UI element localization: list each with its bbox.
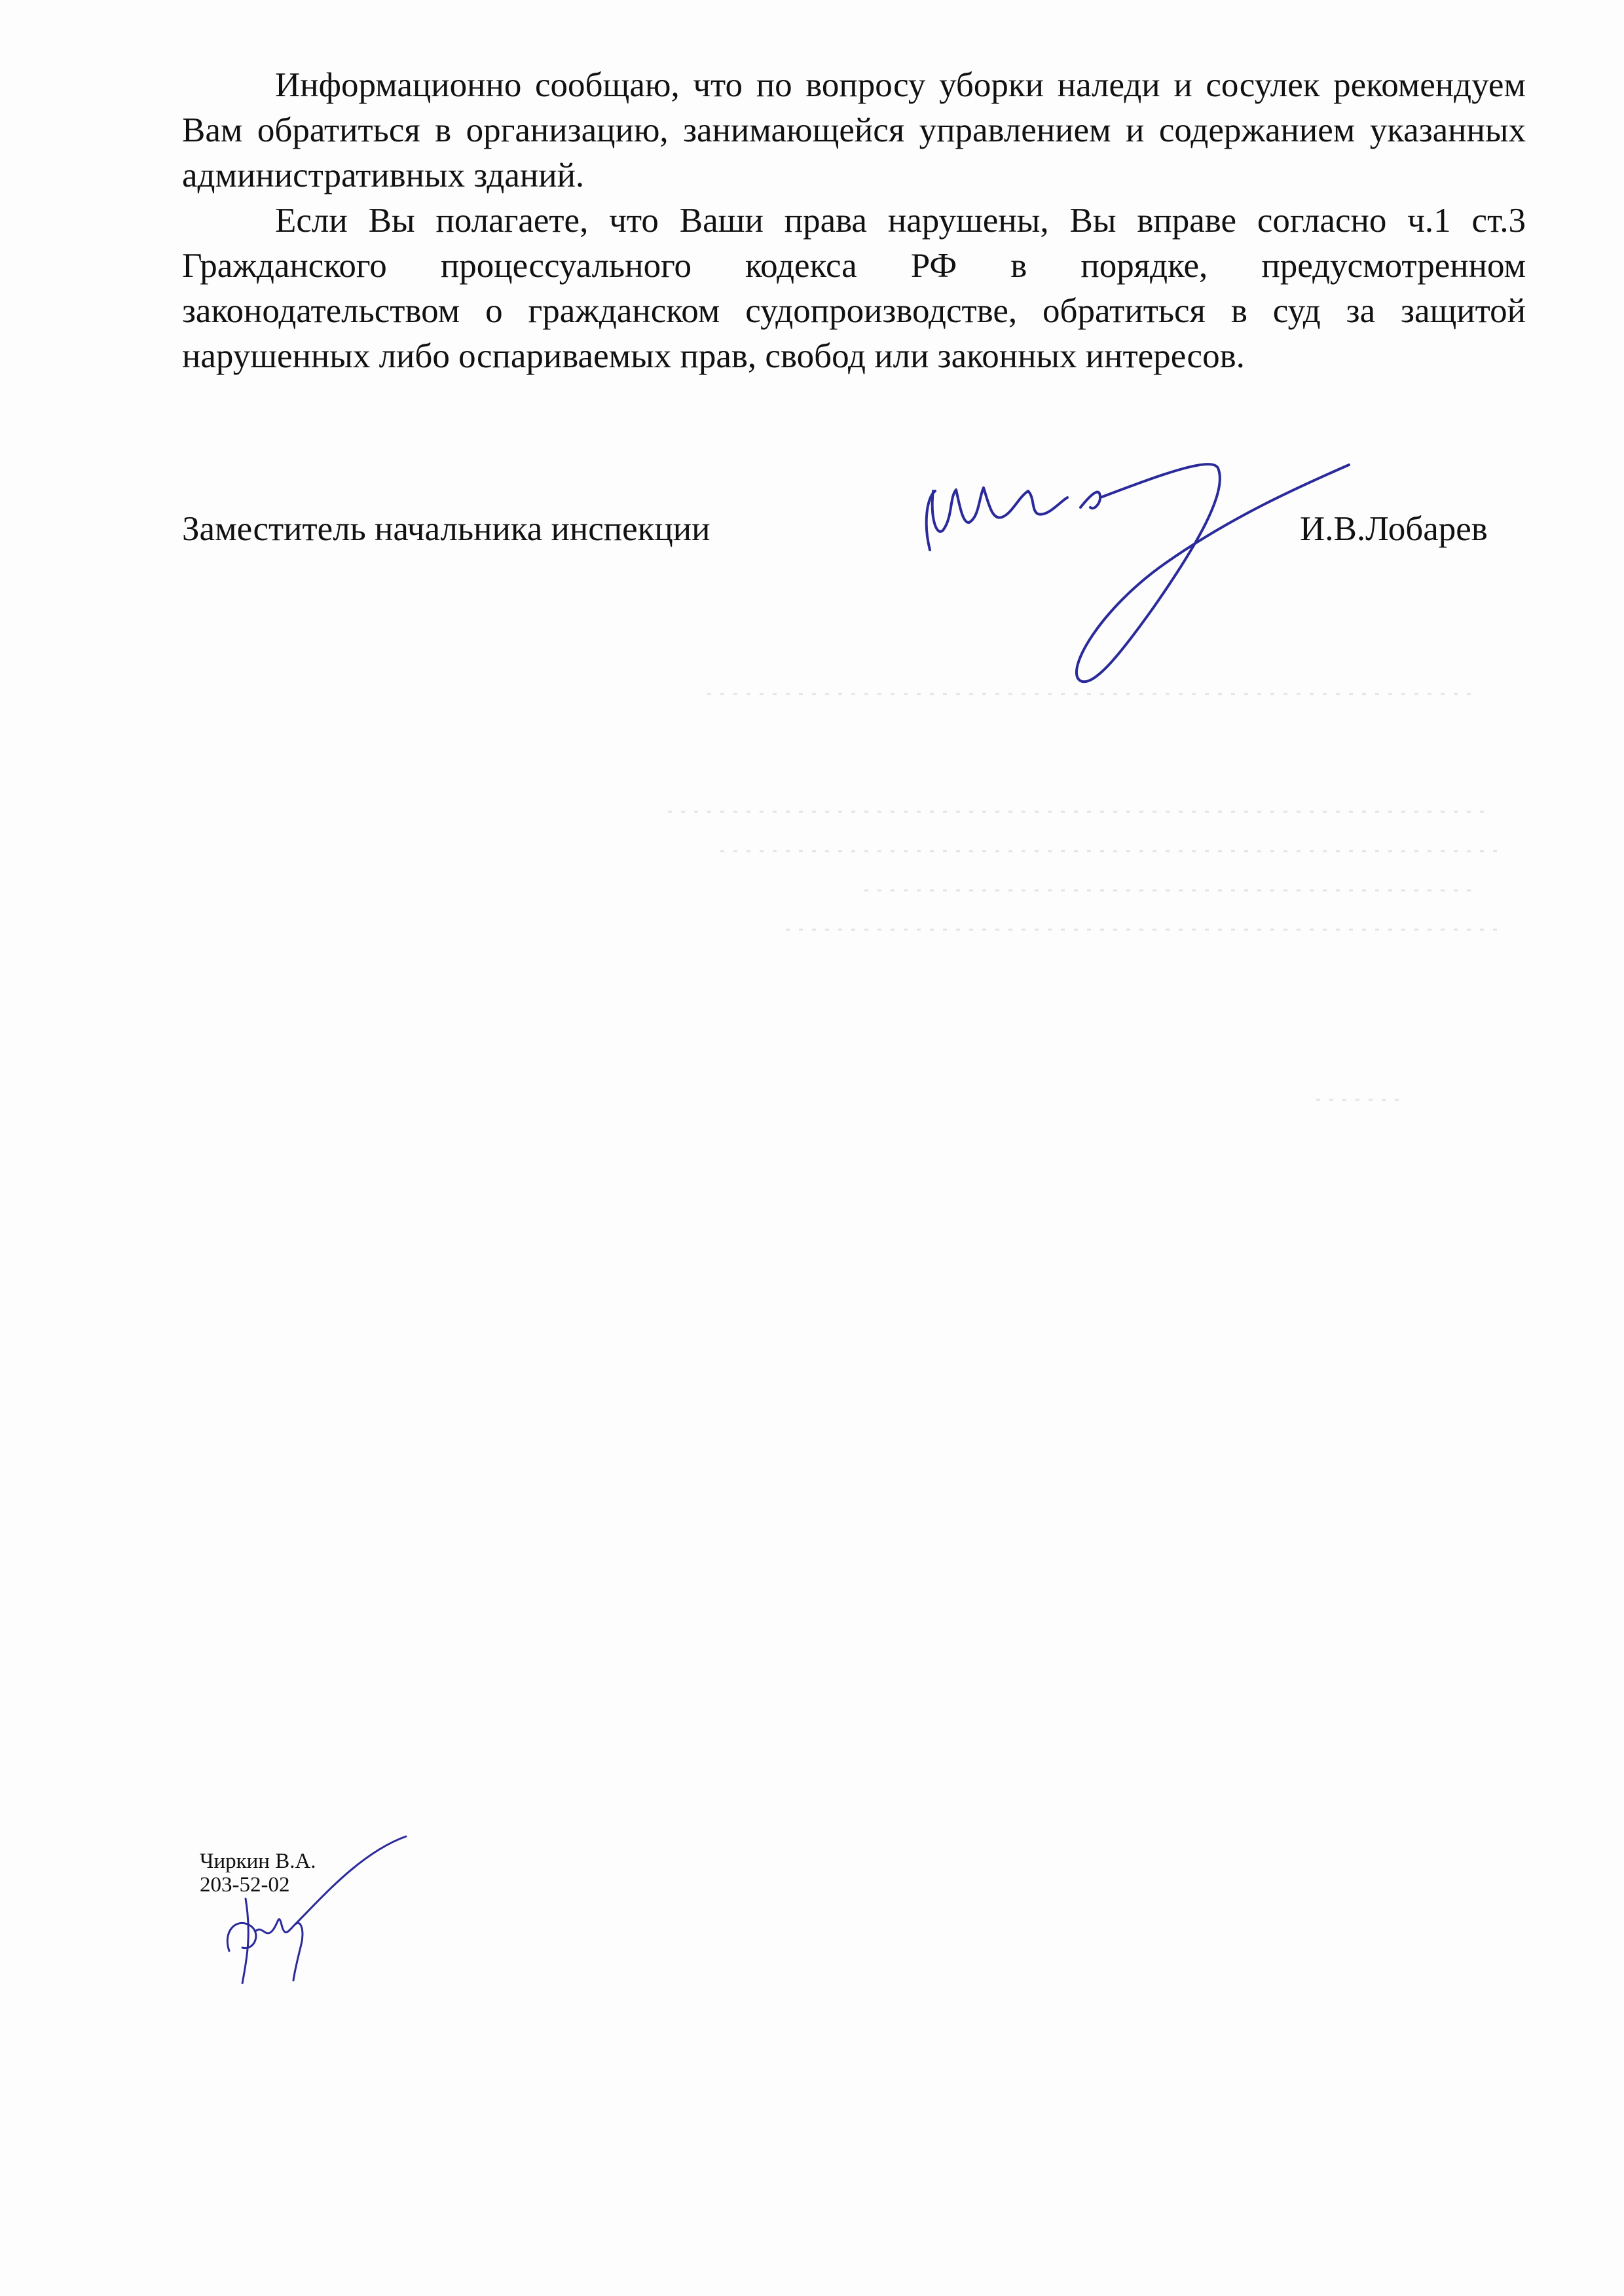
handwritten-initials-icon bbox=[216, 1833, 413, 1984]
signatory-title: Заместитель начальника инспекции bbox=[182, 510, 710, 548]
paragraph-1: Информационно сообщаю, что по вопросу уборки наледи и сосулек рекомендуем Вам обратиться в организацию, занимающейся управлением и содержанием указанных административных зданий. bbox=[182, 66, 1526, 194]
executor-name: Чиркин В.А. bbox=[200, 1850, 316, 1873]
paragraph-2: Если Вы полагаете, что Ваши права нарушены, Вы вправе согласно ч.1 ст.3 Гражданского процессуального кодекса РФ в порядке, предусмотренном законодательством о гражданском судопроизводстве, обратиться в суд за защитой нарушенных либо оспариваемых прав, свобод или законных интересов. bbox=[182, 202, 1526, 375]
letter-body bbox=[182, 63, 1526, 379]
handwritten-signature-icon bbox=[904, 452, 1362, 694]
bleed-through-marks bbox=[629, 681, 1513, 1139]
signatory-name: И.В.Лобарев bbox=[1300, 510, 1488, 548]
executor-phone: 203-52-02 bbox=[200, 1873, 290, 1897]
